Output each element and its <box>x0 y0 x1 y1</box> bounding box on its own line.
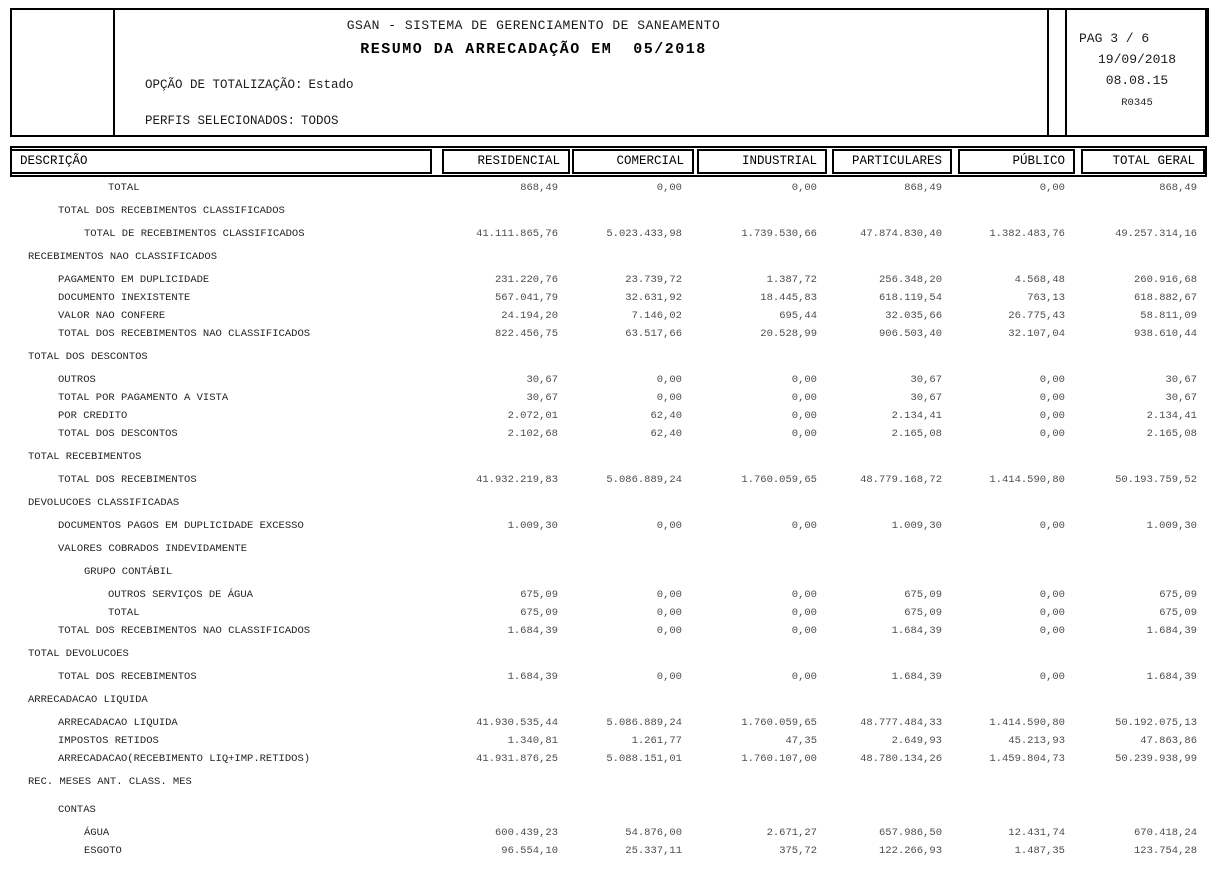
cell-value: 0,00 <box>656 671 682 683</box>
row-label: TOTAL DOS RECEBIMENTOS <box>58 474 197 486</box>
row-label: CONTAS <box>58 804 96 816</box>
row-label: VALOR NAO CONFERE <box>58 310 166 322</box>
cell-value: 2.134,41 <box>891 410 942 422</box>
cell-value: 260.916,68 <box>1133 274 1197 286</box>
page-info-box <box>1065 8 1209 137</box>
cell-value: 30,67 <box>526 392 558 404</box>
cell-value: 231.220,76 <box>494 274 558 286</box>
cell-value: 0,00 <box>1039 428 1065 440</box>
cell-value: 675,09 <box>904 607 942 619</box>
cell-value: 675,09 <box>1159 607 1197 619</box>
cell-value: 2.134,41 <box>1146 410 1197 422</box>
page-number: PAG 3 / 6 <box>1079 31 1150 46</box>
cell-value: 58.811,09 <box>1140 310 1197 322</box>
cell-value: 675,09 <box>520 607 558 619</box>
row-label: RECEBIMENTOS NAO CLASSIFICADOS <box>28 251 218 263</box>
cell-value: 0,00 <box>791 374 817 386</box>
cell-value: 18.445,83 <box>760 292 817 304</box>
cell-value: 5.088.151,01 <box>606 753 682 765</box>
cell-value: 0,00 <box>1039 671 1065 683</box>
cell-value: 5.086.889,24 <box>606 717 682 729</box>
table-row <box>10 622 1207 640</box>
profiles-value: TODOS <box>301 114 339 128</box>
row-label: DOCUMENTO INEXISTENTE <box>58 292 191 304</box>
table-row <box>10 586 1207 604</box>
column-header-comercial: COMERCIAL <box>572 149 694 174</box>
row-label: TOTAL DOS RECEBIMENTOS NAO CLASSIFICADOS <box>58 625 311 637</box>
table-row <box>10 563 1207 581</box>
cell-value: 41.931.876,25 <box>476 753 558 765</box>
table-row <box>10 248 1207 266</box>
cell-value: 7.146,02 <box>631 310 682 322</box>
cell-value: 1.414.590,80 <box>989 474 1065 486</box>
cell-value: 1.340,81 <box>507 735 558 747</box>
row-label: TOTAL RECEBIMENTOS <box>28 451 142 463</box>
cell-value: 675,09 <box>904 589 942 601</box>
cell-value: 1.684,39 <box>1146 625 1197 637</box>
totalization-field <box>145 78 354 92</box>
report-title: RESUMO DA ARRECADAÇÃO EM 05/2018 <box>360 41 707 58</box>
row-label: TOTAL DEVOLUCOES <box>28 648 129 660</box>
cell-value: 868,49 <box>904 182 942 194</box>
row-label: ÁGUA <box>84 827 110 839</box>
cell-value: 1.459.804,73 <box>989 753 1065 765</box>
totalization-value: Estado <box>308 78 354 92</box>
cell-value: 0,00 <box>791 392 817 404</box>
cell-value: 48.780.134,26 <box>860 753 942 765</box>
cell-value: 47.874.830,40 <box>860 228 942 240</box>
cell-value: 0,00 <box>1039 410 1065 422</box>
table-row <box>10 540 1207 558</box>
table-row <box>10 668 1207 686</box>
report-code: R0345 <box>1121 97 1153 109</box>
cell-value: 26.775,43 <box>1008 310 1065 322</box>
table-row <box>10 202 1207 220</box>
column-header-total-geral: TOTAL GERAL <box>1081 149 1205 174</box>
table-row <box>10 750 1207 768</box>
cell-value: 1.684,39 <box>891 671 942 683</box>
report-time: 08.08.15 <box>1105 73 1169 88</box>
cell-value: 47,35 <box>785 735 817 747</box>
cell-value: 2.671,27 <box>766 827 817 839</box>
table-row <box>10 714 1207 732</box>
cell-value: 1.684,39 <box>891 625 942 637</box>
cell-value: 0,00 <box>656 607 682 619</box>
table-body <box>10 177 1207 860</box>
cell-value: 0,00 <box>791 625 817 637</box>
table-row <box>10 691 1207 709</box>
row-label: DOCUMENTOS PAGOS EM DUPLICIDADE EXCESSO <box>58 520 304 532</box>
cell-value: 618.882,67 <box>1133 292 1197 304</box>
cell-value: 1.009,30 <box>891 520 942 532</box>
cell-value: 1.739.530,66 <box>741 228 817 240</box>
cell-value: 0,00 <box>656 589 682 601</box>
row-label: ARRECADACAO LIQUIDA <box>28 694 148 706</box>
cell-value: 0,00 <box>791 428 817 440</box>
cell-value: 2.165,08 <box>891 428 942 440</box>
row-label: POR CREDITO <box>58 410 128 422</box>
cell-value: 2.165,08 <box>1146 428 1197 440</box>
cell-value: 30,67 <box>910 392 942 404</box>
cell-value: 25.337,11 <box>625 845 682 857</box>
cell-value: 938.610,44 <box>1133 328 1197 340</box>
cell-value: 256.348,20 <box>878 274 942 286</box>
cell-value: 1.684,39 <box>507 625 558 637</box>
cell-value: 906.503,40 <box>878 328 942 340</box>
row-label: GRUPO CONTÁBIL <box>84 566 173 578</box>
cell-value: 50.192.075,13 <box>1115 717 1197 729</box>
cell-value: 30,67 <box>1165 374 1197 386</box>
column-header-descricao: DESCRIÇÃO <box>10 149 432 174</box>
row-label: TOTAL <box>108 607 140 619</box>
cell-value: 695,44 <box>779 310 817 322</box>
cell-value: 822.456,75 <box>494 328 558 340</box>
cell-value: 50.239.938,99 <box>1115 753 1197 765</box>
column-header-publico: PÚBLICO <box>958 149 1075 174</box>
table-row <box>10 645 1207 663</box>
row-label: DEVOLUCOES CLASSIFICADAS <box>28 497 180 509</box>
cell-value: 54.876,00 <box>625 827 682 839</box>
system-title: GSAN - SISTEMA DE GERENCIAMENTO DE SANEAMENTO <box>346 18 721 33</box>
cell-value: 0,00 <box>791 607 817 619</box>
row-label: TOTAL DOS RECEBIMENTOS NAO CLASSIFICADOS <box>58 328 311 340</box>
cell-value: 62,40 <box>650 410 682 422</box>
cell-value: 1.487,35 <box>1014 845 1065 857</box>
table-row <box>10 348 1207 366</box>
cell-value: 2.649,93 <box>891 735 942 747</box>
row-label: TOTAL POR PAGAMENTO A VISTA <box>58 392 229 404</box>
cell-value: 2.072,01 <box>507 410 558 422</box>
cell-value: 32.107,04 <box>1008 328 1065 340</box>
cell-value: 41.930.535,44 <box>476 717 558 729</box>
row-label: TOTAL DE RECEBIMENTOS CLASSIFICADOS <box>84 228 305 240</box>
cell-value: 23.739,72 <box>625 274 682 286</box>
row-label: VALORES COBRADOS INDEVIDAMENTE <box>58 543 248 555</box>
cell-value: 30,67 <box>1165 392 1197 404</box>
cell-value: 0,00 <box>1039 625 1065 637</box>
row-label: IMPOSTOS RETIDOS <box>58 735 159 747</box>
row-label: ARRECADACAO LIQUIDA <box>58 717 178 729</box>
cell-value: 0,00 <box>656 625 682 637</box>
cell-value: 20.528,99 <box>760 328 817 340</box>
cell-value: 0,00 <box>1039 182 1065 194</box>
table-row <box>10 842 1207 860</box>
cell-value: 49.257.314,16 <box>1115 228 1197 240</box>
cell-value: 0,00 <box>1039 392 1065 404</box>
cell-value: 670.418,24 <box>1133 827 1197 839</box>
cell-value: 1.382.483,76 <box>989 228 1065 240</box>
cell-value: 48.779.168,72 <box>860 474 942 486</box>
table-row <box>10 604 1207 622</box>
table-row <box>10 425 1207 443</box>
cell-value: 1.414.590,80 <box>989 717 1065 729</box>
row-label: TOTAL DOS RECEBIMENTOS CLASSIFICADOS <box>58 205 285 217</box>
cell-value: 1.387,72 <box>766 274 817 286</box>
table-row <box>10 225 1207 243</box>
column-header-residencial: RESIDENCIAL <box>442 149 570 174</box>
cell-value: 30,67 <box>910 374 942 386</box>
cell-value: 32.035,66 <box>885 310 942 322</box>
row-label: OUTROS SERVIÇOS DE ÁGUA <box>108 589 253 601</box>
cell-value: 62,40 <box>650 428 682 440</box>
table-row <box>10 179 1207 197</box>
cell-value: 0,00 <box>1039 607 1065 619</box>
cell-value: 1.684,39 <box>1146 671 1197 683</box>
cell-value: 2.102,68 <box>507 428 558 440</box>
column-header-industrial: INDUSTRIAL <box>697 149 827 174</box>
cell-value: 1.009,30 <box>507 520 558 532</box>
cell-value: 0,00 <box>791 410 817 422</box>
cell-value: 63.517,66 <box>625 328 682 340</box>
cell-value: 32.631,92 <box>625 292 682 304</box>
cell-value: 567.041,79 <box>494 292 558 304</box>
cell-value: 1.261,77 <box>631 735 682 747</box>
cell-value: 24.194,20 <box>501 310 558 322</box>
cell-value: 763,13 <box>1027 292 1065 304</box>
cell-value: 41.111.865,76 <box>476 228 558 240</box>
cell-value: 48.777.484,33 <box>860 717 942 729</box>
cell-value: 1.009,30 <box>1146 520 1197 532</box>
cell-value: 41.932.219,83 <box>476 474 558 486</box>
cell-value: 12.431,74 <box>1008 827 1065 839</box>
table-row <box>10 307 1207 325</box>
cell-value: 96.554,10 <box>501 845 558 857</box>
cell-value: 0,00 <box>791 589 817 601</box>
cell-value: 868,49 <box>1159 182 1197 194</box>
table-row <box>10 325 1207 343</box>
table-row <box>10 289 1207 307</box>
cell-value: 1.760.107,00 <box>741 753 817 765</box>
cell-value: 50.193.759,52 <box>1115 474 1197 486</box>
cell-value: 4.568,48 <box>1014 274 1065 286</box>
table-row <box>10 371 1207 389</box>
row-label: REC. MESES ANT. CLASS. MES <box>28 776 192 788</box>
table-row <box>10 801 1207 819</box>
totalization-label: OPÇÃO DE TOTALIZAÇÃO: <box>145 78 303 92</box>
table-row <box>10 732 1207 750</box>
row-label: TOTAL <box>108 182 140 194</box>
cell-value: 30,67 <box>526 374 558 386</box>
cell-value: 47.863,86 <box>1140 735 1197 747</box>
table-row <box>10 517 1207 535</box>
column-header-particulares: PARTICULARES <box>832 149 952 174</box>
row-label: TOTAL DOS DESCONTOS <box>58 428 178 440</box>
cell-value: 375,72 <box>779 845 817 857</box>
cell-value: 657.986,50 <box>878 827 942 839</box>
header-title-block <box>12 18 1055 58</box>
table-row <box>10 773 1207 791</box>
cell-value: 600.439,23 <box>494 827 558 839</box>
cell-value: 0,00 <box>656 392 682 404</box>
table-row <box>10 407 1207 425</box>
table-row <box>10 824 1207 842</box>
cell-value: 0,00 <box>656 520 682 532</box>
cell-value: 675,09 <box>520 589 558 601</box>
cell-value: 675,09 <box>1159 589 1197 601</box>
cell-value: 0,00 <box>791 671 817 683</box>
cell-value: 1.760.059,65 <box>741 717 817 729</box>
cell-value: 1.684,39 <box>507 671 558 683</box>
row-label: TOTAL DOS DESCONTOS <box>28 351 148 363</box>
cell-value: 0,00 <box>791 182 817 194</box>
row-label: ESGOTO <box>84 845 122 857</box>
table-row <box>10 389 1207 407</box>
cell-value: 0,00 <box>1039 589 1065 601</box>
cell-value: 5.023.433,98 <box>606 228 682 240</box>
cell-value: 0,00 <box>656 374 682 386</box>
cell-value: 122.266,93 <box>878 845 942 857</box>
cell-value: 0,00 <box>656 182 682 194</box>
cell-value: 0,00 <box>1039 374 1065 386</box>
table-header <box>10 146 1207 177</box>
profiles-label: PERFIS SELECIONADOS: <box>145 114 296 128</box>
row-label: PAGAMENTO EM DUPLICIDADE <box>58 274 210 286</box>
cell-value: 123.754,28 <box>1133 845 1197 857</box>
row-label: OUTROS <box>58 374 96 386</box>
table-row <box>10 271 1207 289</box>
cell-value: 868,49 <box>520 182 558 194</box>
cell-value: 5.086.889,24 <box>606 474 682 486</box>
report-date: 19/09/2018 <box>1097 52 1176 67</box>
cell-value: 0,00 <box>791 520 817 532</box>
table-row <box>10 448 1207 466</box>
row-label: ARRECADACAO(RECEBIMENTO LIQ+IMP.RETIDOS) <box>58 753 311 765</box>
cell-value: 0,00 <box>1039 520 1065 532</box>
table-row <box>10 494 1207 512</box>
profiles-field <box>145 114 339 128</box>
row-label: TOTAL DOS RECEBIMENTOS <box>58 671 197 683</box>
table-row <box>10 471 1207 489</box>
cell-value: 618.119,54 <box>878 292 942 304</box>
cell-value: 45.213,93 <box>1008 735 1065 747</box>
cell-value: 1.760.059,65 <box>741 474 817 486</box>
report-header <box>10 8 1207 137</box>
